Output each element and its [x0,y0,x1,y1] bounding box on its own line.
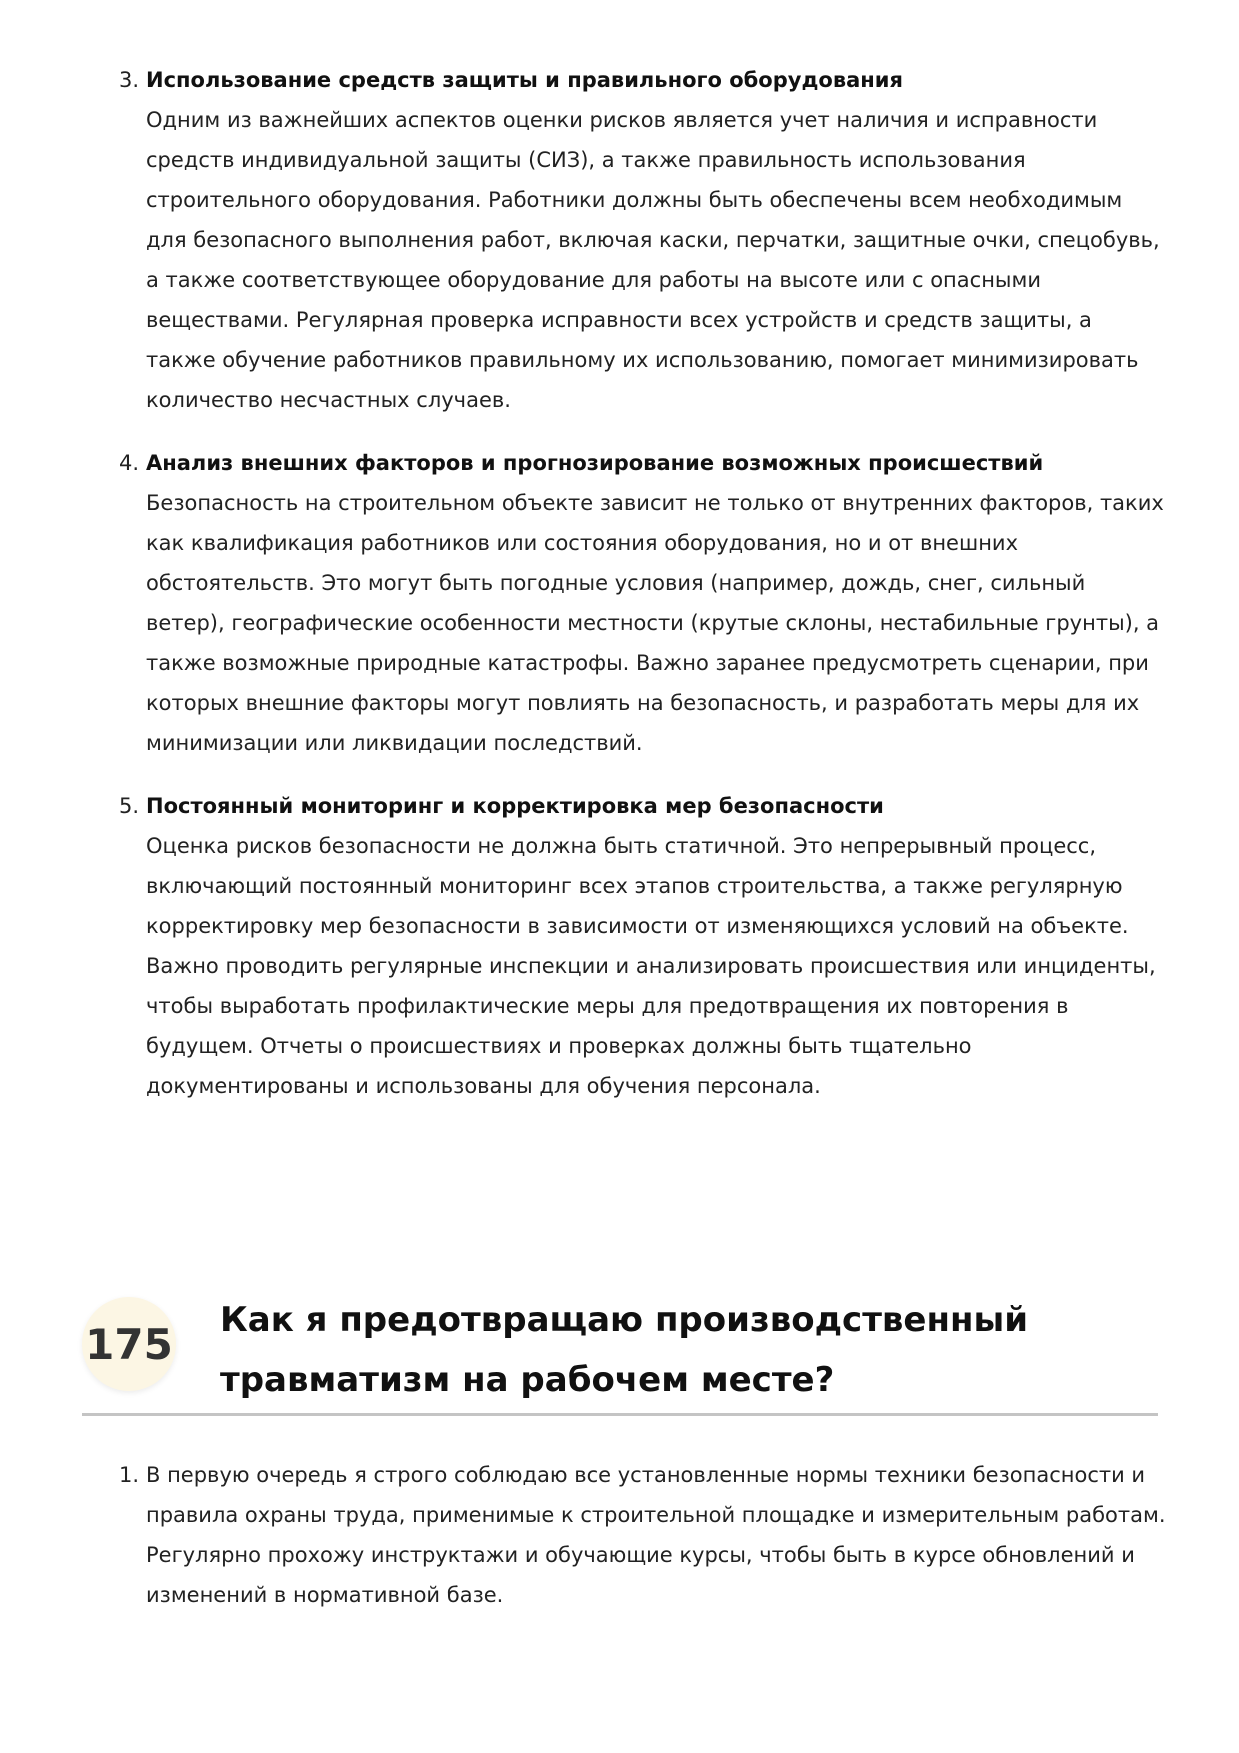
question-number-badge: 175 [82,1297,176,1391]
item-number: 5. [119,794,140,818]
item-title: Анализ внешних факторов и прогнозирование возможных происшествий [146,451,1044,475]
item-number: 4. [119,451,140,475]
question-title: Как я предотвращаю производственный травматизм на рабочем месте? [220,1300,1029,1400]
list-item [119,1455,1166,1615]
item-title: Использование средств защиты и правильного оборудования [146,68,904,92]
item-body: Одним из важнейших аспектов оценки рисков является учет наличия и исправности средств индивидуальной защиты (СИЗ), а также правильность использования строительного оборудования. Работники должны быть обеспечены всем необходимым для безопасного выполнения работ, включая каски, перчатки, защитные очки, спецобувь, а также соответствующее оборудование для работы на высоте или с опасными веществами. Регулярная проверка исправности всех устройств и средств защиты, а также обучение работников правильному их использованию, помогает минимизировать количество несчастных случаев. [146,108,1160,412]
item-body: Оценка рисков безопасности не должна быть статичной. Это непрерывный процесс, включающий постоянный мониторинг всех этапов строительства, а также регулярную корректировку мер безопасности в зависимости от изменяющихся условий на объекте. Важно проводить регулярные инспекции и анализировать происшествия или инциденты, чтобы выработать профилактические меры для предотвращения их повторения в будущем. Отчеты о происшествиях и проверках должны быть тщательно документированы и использованы для обучения персонала. [146,834,1156,1098]
item-title: Постоянный мониторинг и корректировка мер безопасности [146,794,884,818]
answer-list [119,1455,1166,1638]
question-header [82,1290,1158,1416]
item-body: Безопасность на строительном объекте зависит не только от внутренних факторов, таких как квалификация работников или состояния оборудования, но и от внешних обстоятельств. Это могут быть погодные условия (например, дождь, снег, сильный ветер), географические особенности местности (крутые склоны, нестабильные грунты), а также возможные природные катастрофы. Важно заранее предусмотреть сценарии, при которых внешние факторы могут повлиять на безопасность, и разработать меры для их минимизации или ликвидации последствий. [146,491,1164,755]
item-body: В первую очередь я строго соблюдаю все установленные нормы техники безопасности и правила охраны труда, применимые к строительной площадке и измерительным работам. Регулярно прохожу инструктажи и обучающие курсы, чтобы быть в курсе обновлений и изменений в нормативной базе. [146,1463,1166,1607]
item-number: 3. [119,68,140,92]
list-item [119,60,1166,420]
list-item [119,786,1166,1106]
risk-assessment-list [119,60,1166,1129]
list-item [119,443,1166,763]
item-number: 1. [119,1463,140,1487]
